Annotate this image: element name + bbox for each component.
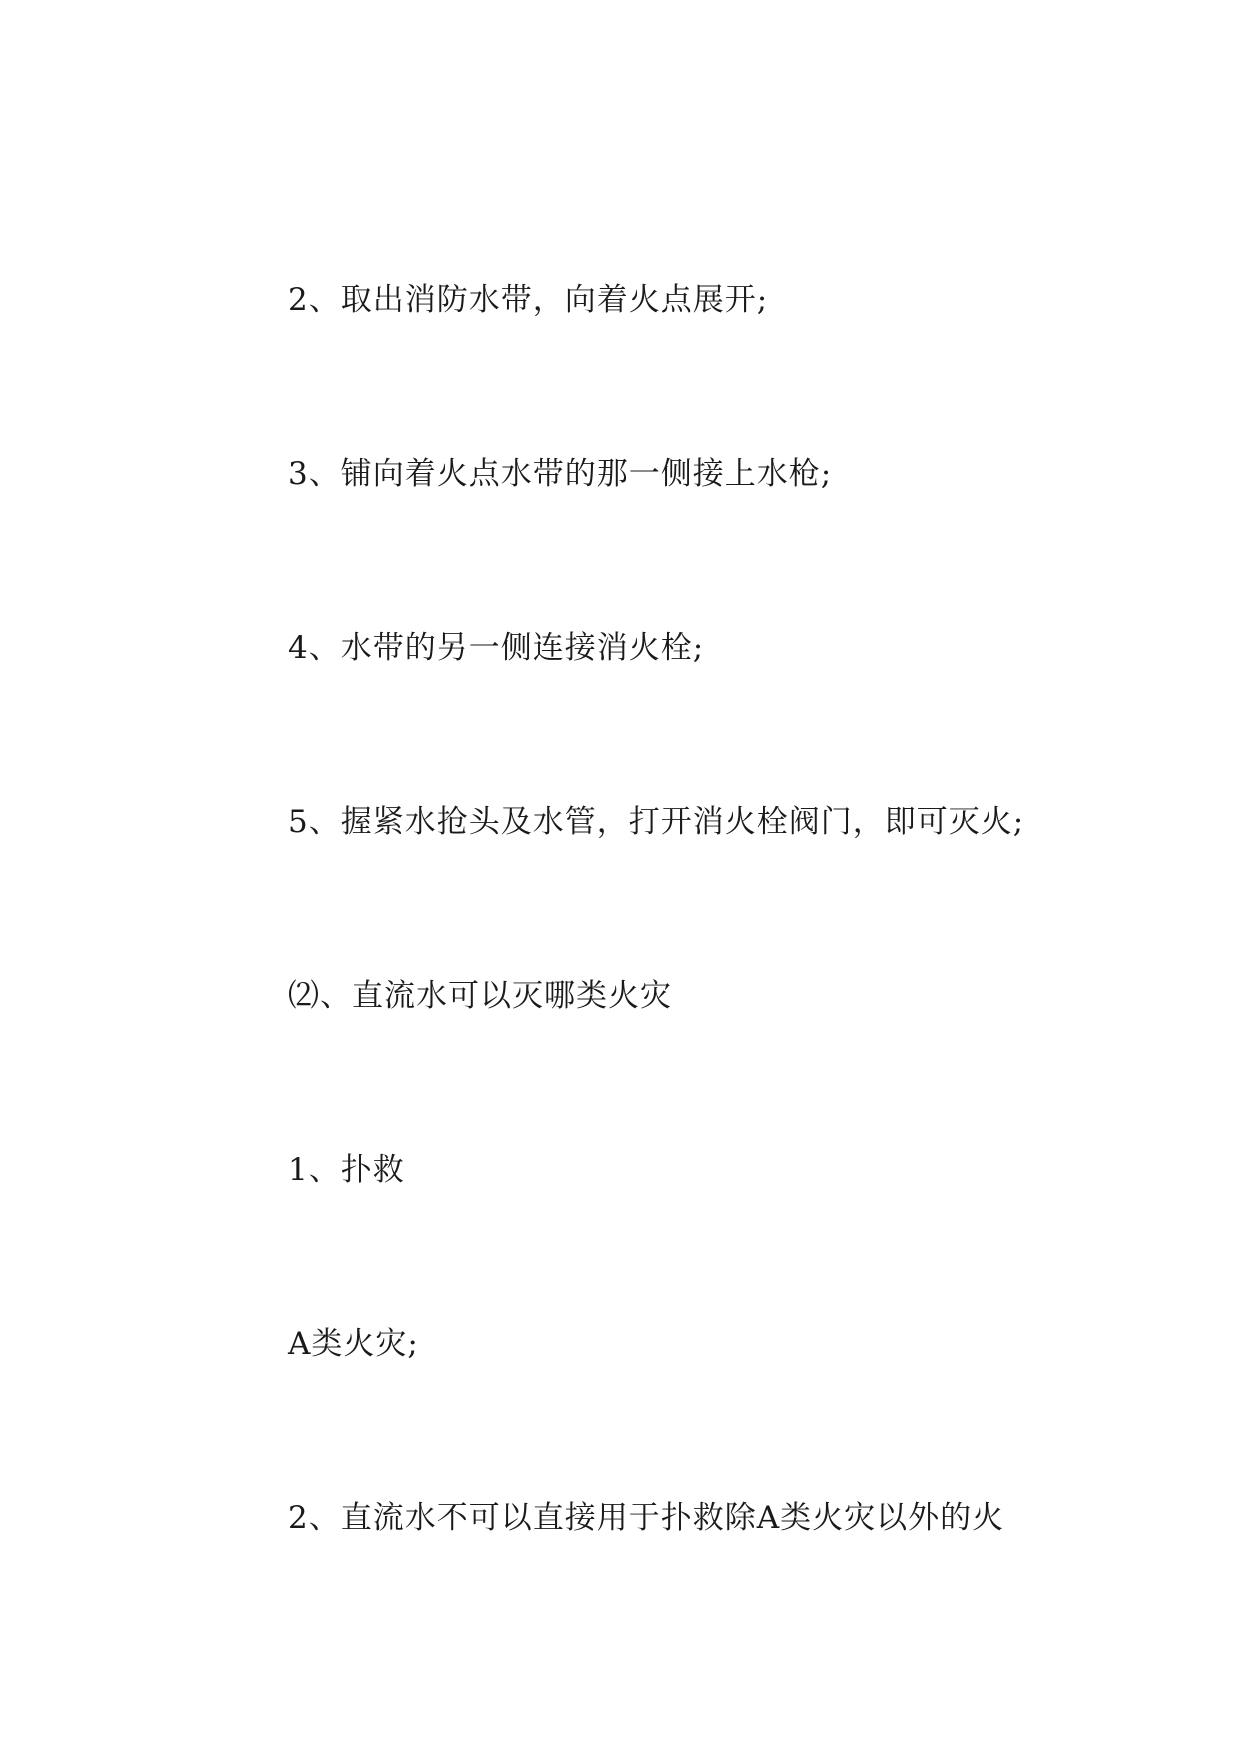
text-line: 3、铺向着火点水带的那一侧接上水枪;	[288, 456, 833, 492]
text-line: 2、直流水不可以直接用于扑救除A类火灾以外的火	[288, 1500, 1005, 1536]
text-line: A类火灾;	[288, 1326, 419, 1362]
text-line: 2、取出消防水带，向着火点展开;	[288, 282, 769, 318]
section-heading: ⑵、直流水可以灭哪类火灾	[288, 978, 672, 1014]
text-line: 1、扑救	[288, 1152, 405, 1188]
text-line: 4、水带的另一侧连接消火栓;	[288, 630, 705, 666]
text-line: 5、握紧水抢头及水管，打开消火栓阀门，即可灭火;	[288, 804, 1025, 840]
